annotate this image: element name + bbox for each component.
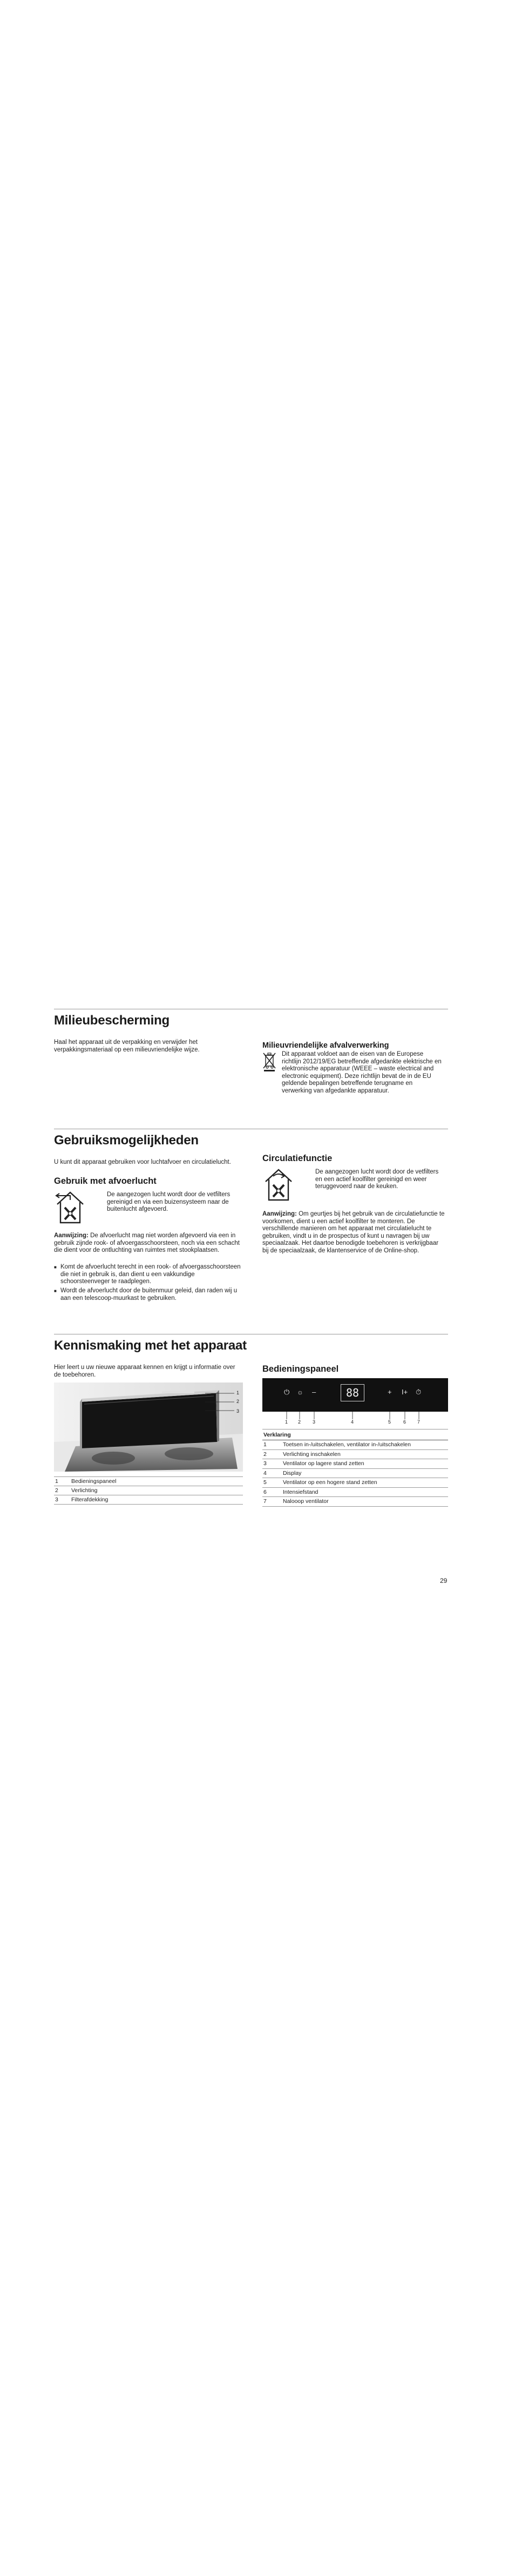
heading-bedieningspaneel: Bedieningspaneel	[262, 1364, 339, 1374]
intensive-icon[interactable]: I+	[402, 1388, 408, 1396]
table-row	[262, 1459, 448, 1469]
heading-afvalverwerking: Milieuvriendelijke afvalverwerking	[262, 1041, 389, 1050]
legend-number: 4	[262, 1468, 282, 1478]
legend-label: Ventilator op een hogere stand zetten	[282, 1478, 448, 1488]
aanwijzing-text: De afvoerlucht mag niet worden afgevoerd via een in gebruik zijnde rook- of afvoergasschoorsteen, noch via een schacht die dient voor de ontluchting van ruimtes met stookplaatsen.	[54, 1232, 240, 1253]
table-row	[262, 1478, 448, 1488]
table-row	[54, 1477, 243, 1486]
aanwijzing-label: Aanwijzing:	[54, 1232, 89, 1239]
aanwijzing-circ	[262, 1211, 446, 1255]
heading-gebruiksmogelijkheden: Gebruiksmogelijkheden	[54, 1133, 199, 1148]
callout-number: 1	[236, 1390, 240, 1395]
fan-down-icon[interactable]: –	[312, 1388, 316, 1396]
callout-number: 3	[236, 1408, 240, 1414]
callout-number: 4	[351, 1419, 354, 1425]
heading-circulatiefunctie: Circulatiefunctie	[262, 1154, 333, 1163]
circ-aanwijzing-text: Om geurtjes bij het gebruik van de circulatiefunctie te voorkomen, dient u een actief koolfilter te monteren. De verschillende manieren om het apparaat met circulatielucht te gebruiken, vindt u in de prospectus of kunt u navragen bij uw speciaalzaak. Het daartoe benodigde toebehoren is verkrijgbaar bij de speciaalzaak, de klantenservice of de Online-shop.	[262, 1211, 445, 1254]
heading-milieubescherming: Milieubescherming	[54, 1013, 170, 1028]
kennis-intro: Hier leert u uw nieuwe apparaat kennen en krijgt u informatie over de toebehoren.	[54, 1364, 235, 1378]
legend-label: Ventilator op lagere stand zetten	[282, 1459, 448, 1469]
gebruik-intro: U kunt dit apparaat gebruiken voor luchtafvoer en circulatielucht.	[54, 1159, 231, 1165]
heading-kennismaking: Kennismaking met het apparaat	[54, 1338, 247, 1353]
callout-number: 3	[313, 1419, 316, 1425]
parts-number: 3	[54, 1495, 70, 1505]
circ-text: De aangezogen lucht wordt door de vetfilters en een actief koolfilter gereinigd en weer teruggevoerd naar de keuken.	[315, 1169, 439, 1190]
legend-label: Display	[282, 1468, 448, 1478]
table-row	[262, 1468, 448, 1478]
parts-table	[54, 1476, 243, 1505]
legend-number: 2	[262, 1449, 282, 1459]
light-icon[interactable]: ☼	[297, 1388, 303, 1396]
table-row	[262, 1487, 448, 1497]
list-item: ■ Komt de afvoerlucht terecht in een rook- of afvoergasschoorsteen die niet in gebruik is, dan dient u een vakkundige schoorsteenveger te raadplegen.	[54, 1264, 243, 1286]
timer-icon[interactable]: ⏱	[416, 1388, 422, 1396]
legend-table	[262, 1429, 448, 1507]
callout-number: 7	[417, 1419, 421, 1425]
table-row	[54, 1495, 243, 1505]
power-icon[interactable]: ⏻	[284, 1388, 290, 1396]
callout-lines	[205, 1391, 235, 1413]
legend-label: Nalooop ventilator	[282, 1497, 448, 1507]
parts-number: 2	[54, 1486, 70, 1495]
recirculation-house-icon	[262, 1165, 295, 1202]
afvoer-text: De aangezogen lucht wordt door de vetfilters gereinigd en via een buizensysteem naar de buitenlucht afgevoerd.	[107, 1191, 231, 1212]
legend-number: 6	[262, 1487, 282, 1497]
legend-number: 1	[262, 1440, 282, 1450]
weee-bin-icon	[261, 1051, 277, 1073]
table-row	[262, 1497, 448, 1507]
legend-header: Verklaring	[262, 1429, 448, 1440]
heading-afvoerlucht: Gebruik met afvoerlucht	[54, 1176, 157, 1186]
legend-number: 7	[262, 1497, 282, 1507]
table-row	[262, 1440, 448, 1450]
afval-text: Dit apparaat voldoet aan de eisen van de Europese richtlijn 2012/19/EG betreffende afgedankte elektrische en elektronische apparatuur (WEEE – waste electrical and electronic equipment). Deze richtlijn bevat de in de EU geldende bepalingen betreffende terugname en verwerking van afgedankte apparatuur.	[282, 1051, 442, 1094]
panel-callout-lines	[262, 1412, 448, 1424]
circ-aanwijzing-label: Aanwijzing:	[262, 1211, 297, 1217]
callout-number: 5	[388, 1419, 391, 1425]
parts-label: Filterafdekking	[70, 1495, 243, 1505]
parts-number: 1	[54, 1477, 70, 1486]
aanwijzing-afvoer	[54, 1232, 243, 1255]
page-number: 29	[440, 1577, 448, 1584]
callout-number: 6	[403, 1419, 406, 1425]
control-panel	[262, 1378, 448, 1412]
legend-number: 3	[262, 1459, 282, 1469]
callout-number: 1	[285, 1419, 288, 1425]
exhaust-house-icon	[54, 1188, 86, 1225]
legend-number: 5	[262, 1478, 282, 1488]
parts-label: Verlichting	[70, 1486, 243, 1495]
table-header-row	[262, 1429, 448, 1440]
parts-label: Bedieningspaneel	[70, 1477, 243, 1486]
legend-label: Intensiefstand	[282, 1487, 448, 1497]
callout-number: 2	[298, 1419, 301, 1425]
table-row	[54, 1486, 243, 1495]
milieu-intro: Haal het apparaat uit de verpakking en verwijder het verpakkingsmateriaal op een milieuvriendelijke wijze.	[54, 1039, 200, 1053]
table-row	[262, 1449, 448, 1459]
list-item: ■ Wordt de afvoerlucht door de buitenmuur geleid, dan raden wij u aan een telescoop-muurkast te gebruiken.	[54, 1287, 243, 1302]
panel-display: 88	[341, 1384, 364, 1401]
fan-up-icon[interactable]: +	[388, 1388, 392, 1396]
callout-number: 2	[236, 1399, 240, 1404]
legend-label: Verlichting inschakelen	[282, 1449, 448, 1459]
legend-label: Toetsen in-/uitschakelen, ventilator in-/uitschakelen	[282, 1440, 448, 1450]
